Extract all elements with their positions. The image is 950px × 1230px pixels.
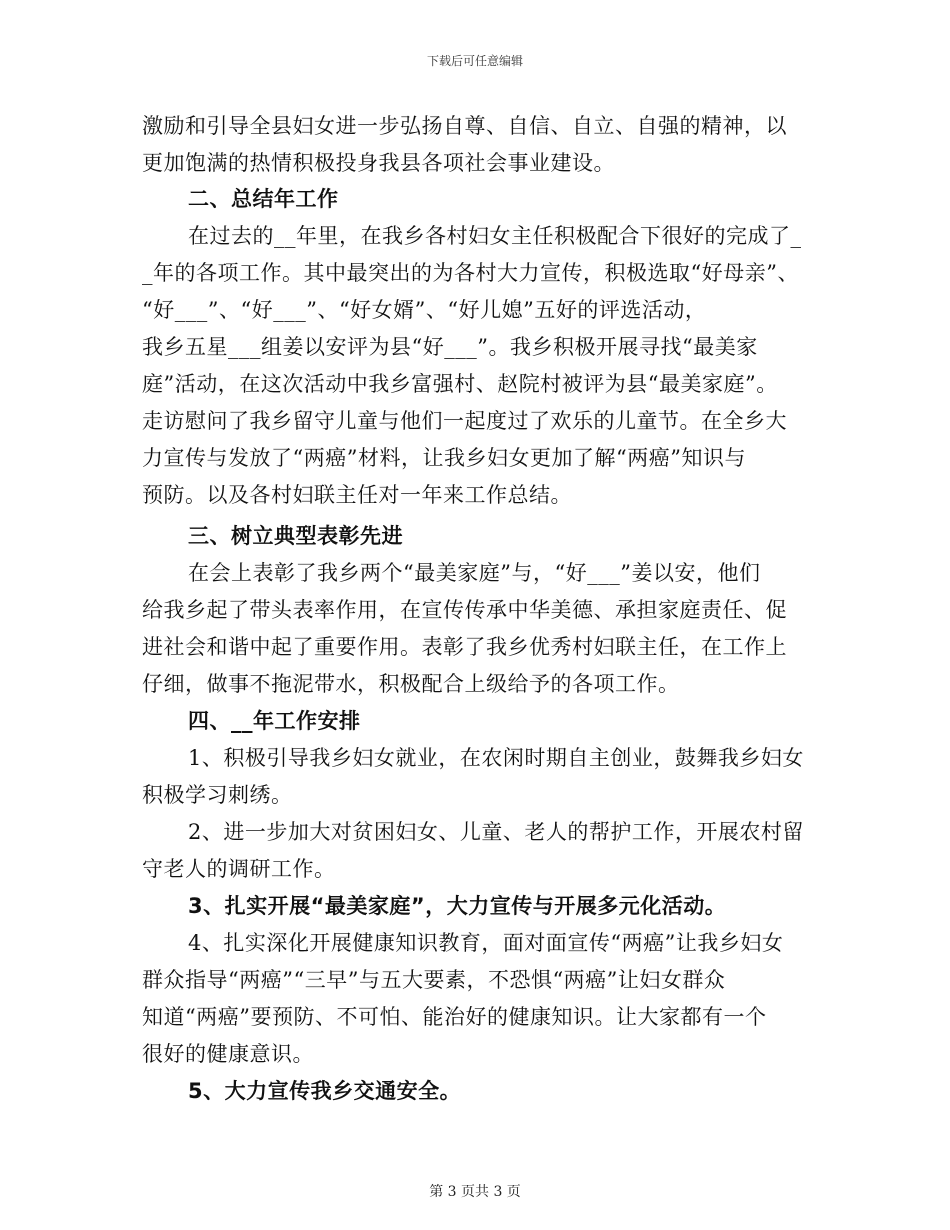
list-item-4: 4、扎实深化开展健康知识教育，面对面宣传“两癌”让我乡妇女 (188, 931, 784, 955)
paragraph-line: 激励和引导全县妇女进一步弘扬自尊、自信、自立、自强的精神，以 (142, 114, 787, 138)
paragraph-line: 我乡五星___组姜以安评为县“好___”。我乡积极开展寻找“最美家 (142, 335, 758, 359)
list-item-1-cont: 积极学习刺绣。 (142, 783, 293, 807)
list-item-5: 5、大力宣传我乡交通安全。 (188, 1079, 462, 1103)
list-item-2: 2、进一步加大对贫困妇女、儿童、老人的帮护工作，开展农村留 (188, 820, 804, 844)
paragraph-line: 给我乡起了带头表率作用，在宣传传承中华美德、承担家庭责任、促 (142, 598, 787, 622)
paragraph-line: 走访慰问了我乡留守儿童与他们一起度过了欢乐的儿童节。在全乡大 (142, 409, 787, 433)
list-item-4-cont: 很好的健康意识。 (142, 1042, 314, 1066)
paragraph-line: 在过去的__年里，在我乡各村妇女主任积极配合下很好的完成了_ (188, 224, 802, 248)
paragraph-line: 进社会和谐中起了重要作用。表彰了我乡优秀村妇联主任，在工作上 (142, 635, 787, 659)
paragraph-line: _年的各项工作。其中最突出的为各村大力宣传，积极选取“好母亲”、 (142, 261, 799, 285)
paragraph-line: 预防。以及各村妇联主任对一年来工作总结。 (142, 483, 572, 507)
paragraph-line: “好___”、“好___”、“好女婿”、“好儿媳”五好的评选活动， (142, 298, 707, 322)
section-heading-3: 三、树立典型表彰先进 (188, 524, 403, 548)
list-item-2-cont: 守老人的调研工作。 (142, 857, 336, 881)
paragraph-line: 在会上表彰了我乡两个“最美家庭”与，“好___”姜以安，他们 (188, 561, 761, 585)
list-item-4-cont: 群众指导“两癌”“三早”与五大要素，不恐惧“两癌”让妇女群众 (142, 968, 726, 992)
paragraph-line: 仔细，做事不拖泥带水，积极配合上级给予的各项工作。 (142, 672, 680, 696)
paragraph-line: 力宣传与发放了“两癌”材料，让我乡妇女更加了解“两癌”知识与 (142, 446, 746, 470)
page-footer: 第 3 页共 3 页 (429, 1184, 521, 1200)
list-item-4-cont: 知道“两癌”要预防、不可怕、能治好的健康知识。让大家都有一个 (142, 1005, 767, 1029)
section-heading-4: 四、__年工作安排 (188, 709, 361, 733)
list-item-3: 3、扎实开展“最美家庭”，大力宣传与开展多元化活动。 (188, 894, 727, 918)
page-header: 下载后可任意编辑 (426, 54, 523, 68)
paragraph-line: 更加饱满的热情积极投身我县各项社会事业建设。 (142, 151, 615, 175)
paragraph-line: 庭”活动，在这次活动中我乡富强村、赵院村被评为县“最美家庭”。 (142, 372, 778, 396)
section-heading-2: 二、总结年工作 (188, 187, 339, 211)
list-item-1: 1、积极引导我乡妇女就业，在农闲时期自主创业，鼓舞我乡妇女 (188, 746, 804, 770)
